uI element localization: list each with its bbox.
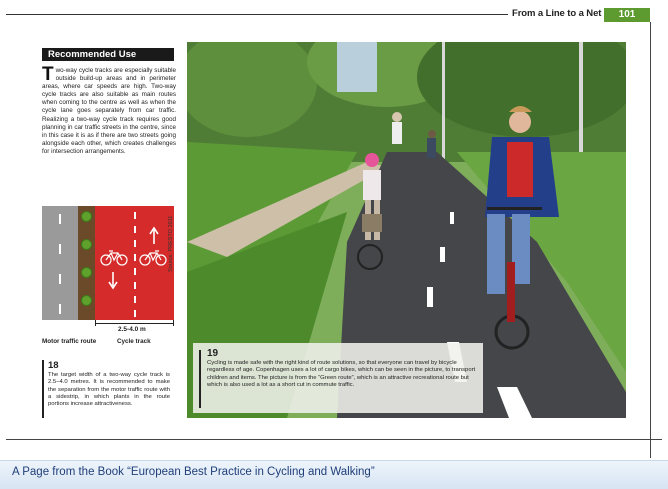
figure-18-caption: The target width of a two-way cycle track is 2.5–4.0 metres. It is recommended to make the separation from the motor traffic route with a sidestrip, in which plants in the route portions increase attractiveness.: [48, 372, 170, 408]
image-caption: A Page from the Book “European Best Practice in Cycling and Walking”: [12, 466, 375, 478]
figure-19-number: 19: [207, 348, 219, 359]
lane-marking: [59, 274, 61, 284]
motor-route-label: Motor traffic route: [42, 338, 97, 345]
header-rule: [6, 14, 508, 15]
margin-rule: [650, 22, 651, 458]
dimension-label: 2.5-4.0 m: [118, 326, 146, 333]
center-dash: [134, 212, 136, 219]
caption-bar: [199, 350, 201, 408]
bicycle-icon: [100, 250, 128, 266]
dimension-line: [95, 323, 173, 324]
lane-marking: [59, 304, 61, 314]
cycle-track-label: Cycle track: [117, 338, 151, 345]
section-heading: Recommended Use: [42, 48, 174, 61]
center-dash: [134, 226, 136, 233]
center-dash: [134, 240, 136, 247]
lane-marking: [59, 244, 61, 254]
center-dash: [134, 296, 136, 303]
page-number-badge: 101: [604, 8, 650, 22]
tree-icon: [81, 239, 92, 250]
section-body-text: wo-way cycle tracks are especially suitable outside build-up areas and in perimeter areas, where car speeds are high. Two-way cycle tracks are also suitable as main routes when coming to the centre as well as when the cycle lane goes separately from car traffic. Realizing a two-way cycle track requires good planning in car traffic streets in the centre, since in this case it is as if there are two streets going alongside each other, which creates challenges for intersection arrangements.: [42, 67, 176, 155]
figure-19-caption: Cycling is made safe with the right kind of route solutions, so that everyone can travel by bicycle regardless of age. Copenhagen uses a lot of cargo bikes, which can be seen in the picture, to transport children and items. The picture is from the “Green route”, which is an attractive recreational route but which is also used a lot as a short cut in commute traffic.: [207, 360, 476, 388]
bicycle-icon: [139, 250, 167, 266]
tree-icon: [81, 295, 92, 306]
arrow-down-icon: [108, 272, 118, 290]
lane-marking: [59, 214, 61, 224]
diagram-source: Source: PRESTO 2011: [168, 215, 174, 272]
section-body: [42, 64, 176, 156]
tree-icon: [81, 267, 92, 278]
center-dash: [134, 310, 136, 317]
figure-18-number: 18: [48, 360, 59, 371]
arrow-up-icon: [149, 226, 159, 244]
chapter-title: From a Line to a Net: [512, 8, 602, 19]
dimension-tick: [173, 320, 174, 326]
center-dash: [134, 254, 136, 261]
center-dash: [134, 268, 136, 275]
center-dash: [134, 282, 136, 289]
drop-cap: T: [42, 64, 54, 85]
footer-rule: [6, 439, 662, 440]
cycle-track-diagram: [42, 206, 174, 320]
tree-icon: [81, 211, 92, 222]
caption-bar: [42, 360, 44, 418]
